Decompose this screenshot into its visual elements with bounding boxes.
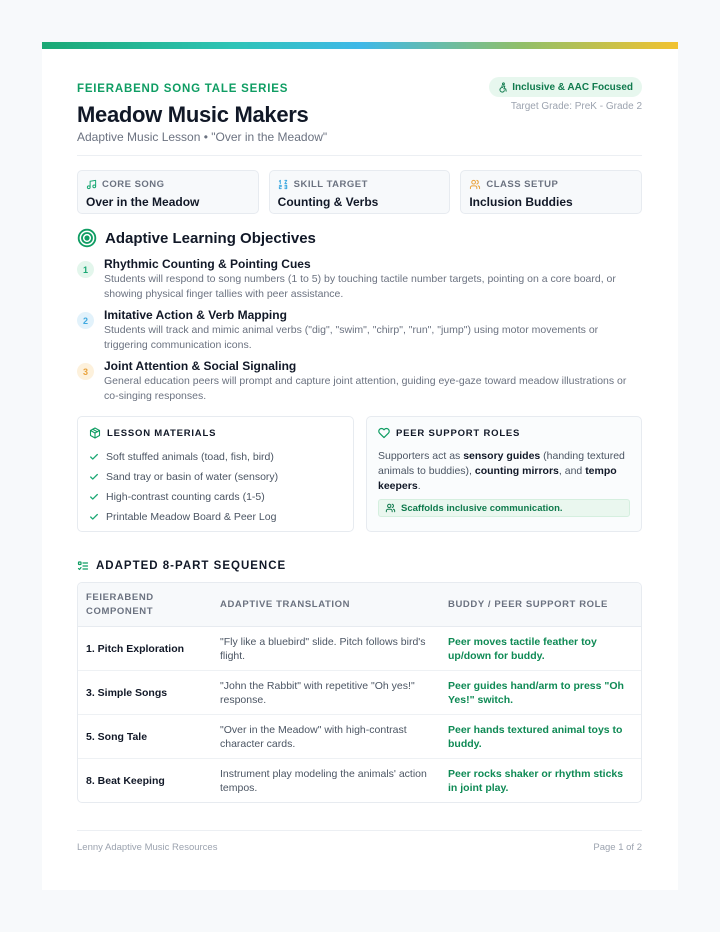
component-cell: 5. Song Tale bbox=[78, 715, 212, 759]
scaffold-note bbox=[378, 499, 630, 517]
sequence-title: ADAPTED 8-PART SEQUENCE bbox=[96, 560, 287, 572]
peer-heading: PEER SUPPORT ROLES bbox=[396, 427, 521, 439]
objectives-title: Adaptive Learning Objectives bbox=[105, 229, 316, 247]
sequence-table bbox=[77, 582, 642, 803]
objectives-heading bbox=[77, 228, 316, 248]
series-label: FEIERABEND SONG TALE SERIES bbox=[77, 83, 289, 95]
check-icon bbox=[89, 492, 99, 502]
box-icon bbox=[89, 427, 101, 439]
card-label: CORE SONG bbox=[102, 179, 165, 190]
page-number: Page 1 of 2 bbox=[593, 842, 642, 853]
lesson-materials-box bbox=[77, 416, 354, 532]
card-label: SKILL TARGET bbox=[293, 179, 368, 190]
translation-cell: "John the Rabbit" with repetitive "Oh yes!" response. bbox=[212, 671, 442, 715]
numbers-icon bbox=[278, 179, 289, 190]
list-item bbox=[89, 447, 342, 467]
list-item bbox=[89, 507, 342, 527]
inclusive-badge bbox=[489, 77, 642, 97]
peer-support-box bbox=[366, 416, 642, 532]
list-item bbox=[89, 467, 342, 487]
component-cell: 3. Simple Songs bbox=[78, 671, 212, 715]
gradient-top-bar bbox=[42, 42, 678, 49]
objective-description: Students will track and mimic animal verbs ("dig", "swim", "chirp", "run", "jump") using motor movements or triggering communication icons. bbox=[104, 324, 599, 351]
materials-heading: LESSON MATERIALS bbox=[107, 427, 217, 439]
card-value: Over in the Meadow bbox=[86, 195, 200, 209]
column-header: FEIERABEND COMPONENT bbox=[86, 591, 154, 617]
list-item bbox=[89, 487, 342, 507]
users-icon bbox=[469, 179, 481, 190]
table-header bbox=[78, 583, 641, 627]
column-header: BUDDY / PEER SUPPORT ROLE bbox=[448, 598, 608, 610]
footer-source: Lenny Adaptive Music Resources bbox=[77, 842, 218, 853]
objective-title: Joint Attention & Social Signaling bbox=[104, 359, 297, 373]
lesson-page bbox=[42, 42, 678, 890]
translation-cell: Instrument play modeling the animals' action tempos. bbox=[220, 768, 427, 794]
list-icon bbox=[77, 560, 89, 572]
scaffold-text: Scaffolds inclusive communication. bbox=[401, 502, 563, 514]
divider bbox=[77, 830, 642, 831]
table-row bbox=[78, 715, 641, 759]
accessibility-icon bbox=[497, 82, 508, 93]
info-cards bbox=[77, 170, 642, 214]
card-class-setup bbox=[460, 170, 642, 214]
card-label: CLASS SETUP bbox=[486, 179, 559, 190]
objective-number: 2 bbox=[77, 312, 94, 329]
sequence-heading bbox=[77, 560, 286, 572]
role-cell: Peer guides hand/arm to press "Oh Yes!" switch. bbox=[442, 671, 641, 715]
card-core-song bbox=[77, 170, 259, 214]
objective-description: Students will respond to song numbers (1 to 5) by touching tactile number targets, pointing on a core board, or showing physical finger tallies with peer assistance. bbox=[104, 273, 616, 300]
objective-title: Imitative Action & Verb Mapping bbox=[104, 308, 287, 322]
heart-icon bbox=[378, 427, 390, 439]
objective-number: 1 bbox=[77, 261, 94, 278]
material-text: Soft stuffed animals (toad, fish, bird) bbox=[106, 451, 274, 463]
objective-number: 3 bbox=[77, 363, 94, 380]
check-icon bbox=[89, 472, 99, 482]
card-value: Inclusion Buddies bbox=[469, 195, 573, 209]
objective-description: General education peers will prompt and capture joint attention, guiding eye-gaze toward meadow illustrations or co-singing responses. bbox=[104, 375, 627, 402]
target-grade: Target Grade: PreK - Grade 2 bbox=[510, 101, 642, 112]
role-cell: Peer hands textured animal toys to buddy. bbox=[442, 715, 641, 759]
table-row bbox=[78, 671, 641, 715]
table-row bbox=[78, 759, 641, 803]
role-cell: Peer moves tactile feather toy up/down for buddy. bbox=[442, 627, 641, 671]
check-icon bbox=[89, 452, 99, 462]
page-title: Meadow Music Makers bbox=[77, 102, 309, 127]
component-cell: 1. Pitch Exploration bbox=[78, 627, 212, 671]
material-text: High-contrast counting cards (1-5) bbox=[106, 491, 265, 503]
users-icon bbox=[385, 503, 396, 513]
translation-cell: "Fly like a bluebird" slide. Pitch follows bird's flight. bbox=[212, 627, 442, 671]
translation-cell: "Over in the Meadow" with high-contrast character cards. bbox=[212, 715, 442, 759]
materials-and-roles bbox=[77, 416, 642, 532]
material-text: Sand tray or basin of water (sensory) bbox=[106, 471, 279, 483]
role-cell: Peer rocks shaker or rhythm sticks in joint play. bbox=[448, 768, 624, 794]
component-cell: 8. Beat Keeping bbox=[86, 775, 165, 787]
material-text: Printable Meadow Board & Peer Log bbox=[106, 511, 277, 523]
card-skill-target bbox=[269, 170, 451, 214]
check-icon bbox=[89, 512, 99, 522]
materials-list bbox=[89, 447, 342, 527]
page-subtitle: Adaptive Music Lesson • "Over in the Meadow" bbox=[77, 130, 328, 144]
target-icon bbox=[77, 228, 97, 248]
music-note-icon bbox=[86, 179, 97, 190]
card-value: Counting & Verbs bbox=[277, 195, 379, 209]
badge-label: Inclusive & AAC Focused bbox=[512, 81, 633, 93]
column-header: ADAPTIVE TRANSLATION bbox=[220, 598, 351, 610]
divider bbox=[77, 155, 642, 156]
peer-description: Supporters act as sensory guides (handing textured animals to buddies), counting mirrors, and tempo keepers. bbox=[378, 450, 625, 492]
table-row bbox=[78, 627, 641, 671]
objective-title: Rhythmic Counting & Pointing Cues bbox=[104, 257, 311, 271]
